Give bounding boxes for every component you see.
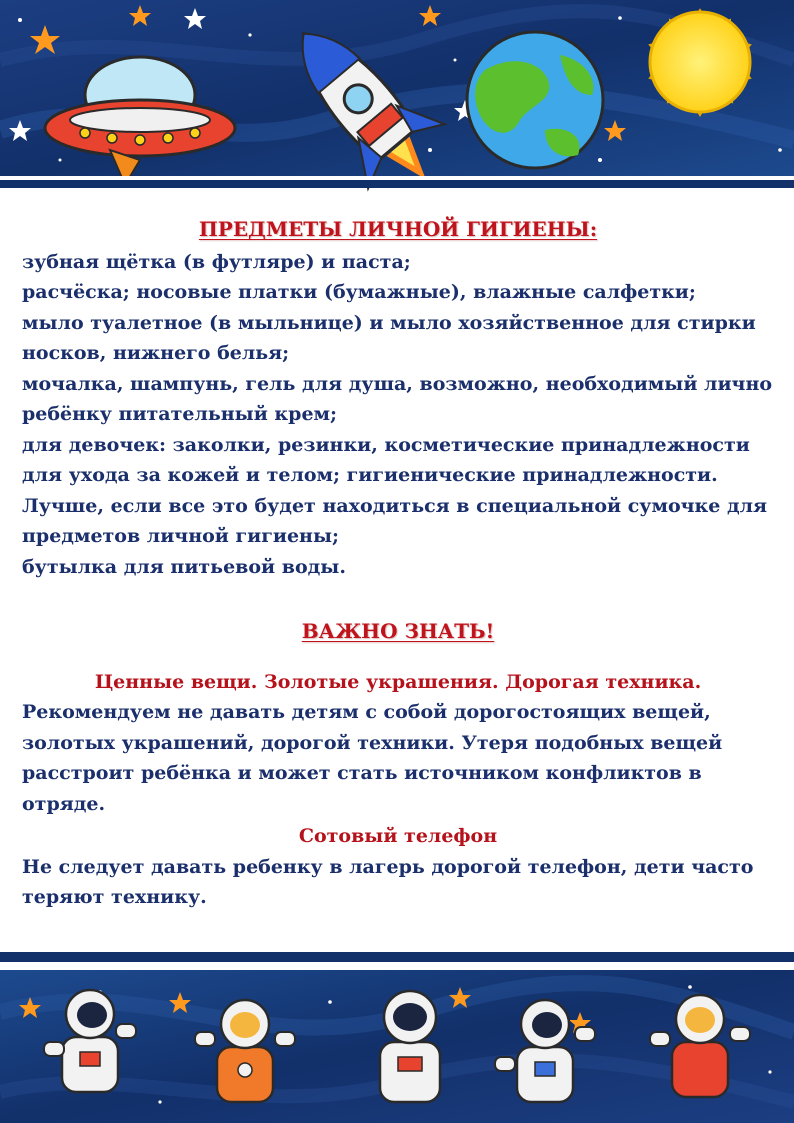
hygiene-line: расчёска; носовые платки (бумажные), влажные салфетки; xyxy=(22,281,696,303)
hygiene-line: предметов личной гигиены; xyxy=(22,525,340,547)
hygiene-line: носков, нижнего белья; xyxy=(22,342,290,364)
hygiene-line: для ухода за кожей и телом; гигиенические принадлежности. xyxy=(22,464,718,486)
phone-line: Не следует давать ребенку в лагерь дорогой телефон, дети часто xyxy=(22,855,754,878)
hygiene-list xyxy=(22,247,774,583)
earth-illustration xyxy=(467,32,603,168)
hygiene-heading: ПРЕДМЕТЫ ЛИЧНОЙ ГИГИЕНЫ: xyxy=(198,217,598,241)
hygiene-line: мыло туалетное (в мыльнице) и мыло хозяйственное для стирки xyxy=(22,311,756,334)
valuables-line: золотых украшений, дорогой техники. Утеря подобных вещей xyxy=(22,731,723,754)
hygiene-line: зубная щётка (в футляре) и паста; xyxy=(22,250,411,273)
sun-illustration xyxy=(650,10,750,115)
hygiene-line: мочалка, шампунь, гель для душа, возможно, необходимый лично xyxy=(22,372,773,395)
top-space-banner xyxy=(0,0,794,192)
astronaut-illustration xyxy=(380,991,440,1102)
document-body xyxy=(22,214,774,913)
valuables-line: отряде. xyxy=(22,792,106,815)
hygiene-line: ребёнку питательный крем; xyxy=(22,403,338,425)
valuables-line: расстроит ребёнка и может стать источником конфликтов в xyxy=(22,762,702,784)
phone-line: теряют технику. xyxy=(22,886,207,908)
bottom-astronaut-banner xyxy=(0,952,794,1123)
hygiene-line: Лучше, если все это будет находиться в специальной сумочке для xyxy=(22,494,768,517)
valuables-line: Рекомендуем не давать детям с собой дорогостоящих вещей, xyxy=(22,701,711,723)
important-heading: ВАЖНО ЗНАТЬ! xyxy=(301,619,495,643)
phone-subtitle: Сотовый телефон xyxy=(298,825,498,847)
valuables-subtitle: Ценные вещи. Золотые украшения. Дорогая техника. xyxy=(94,670,702,693)
hygiene-line: для девочек: заколки, резинки, косметические принадлежности xyxy=(22,433,750,456)
hygiene-line: бутылка для питьевой воды. xyxy=(22,555,346,578)
